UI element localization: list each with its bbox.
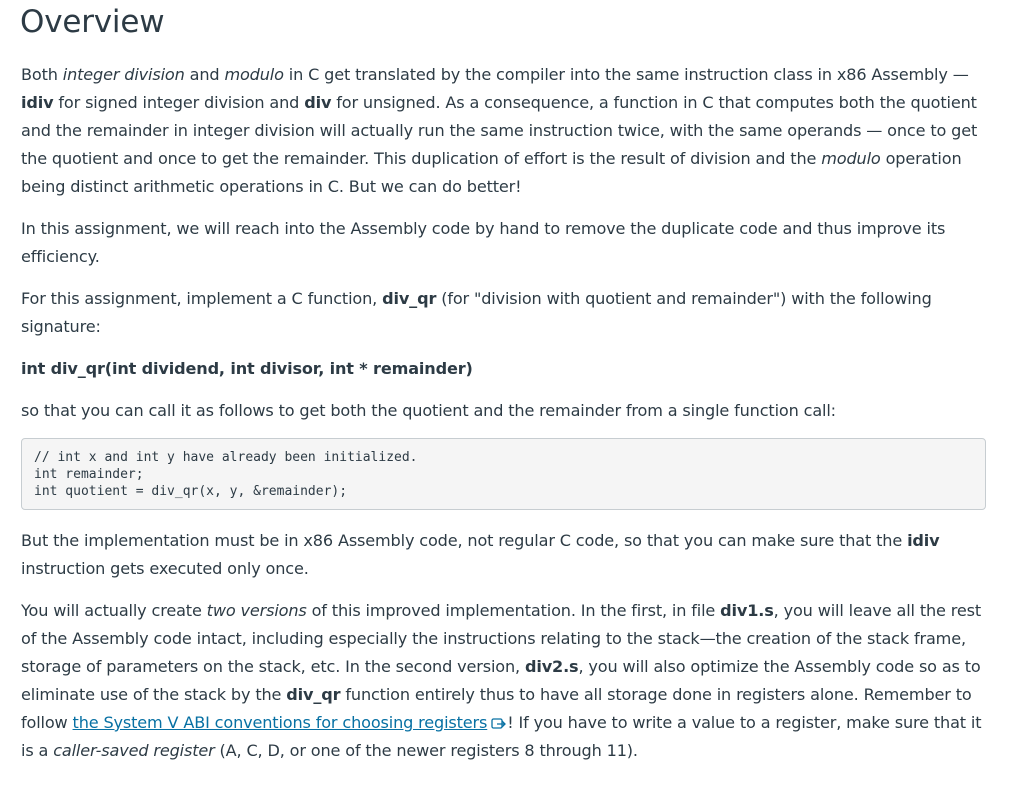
paragraph-intro — [21, 61, 996, 201]
text: and — [184, 65, 225, 84]
code-line: int remainder; — [34, 467, 144, 482]
text: operation being distinct arithmetic operations in C. But we can do better! — [21, 149, 962, 196]
text: (A, C, D, or one of the newer registers 8 through 11). — [214, 741, 638, 760]
external-link-icon[interactable] — [491, 716, 507, 730]
text: , you will leave all the rest of the Assembly code intact, including especially the instructions relating to the stack—the creation of the stack frame, storage of parameters on the stack, etc. In the second version, — [21, 601, 982, 676]
code-line: // int x and int y have already been initialized. — [34, 450, 418, 465]
bold-term: div_qr — [286, 685, 341, 704]
text: in C get translated by the compiler into the same instruction class in x86 Assembly — — [283, 65, 969, 84]
text: Both — [21, 65, 63, 84]
paragraph-assignment: In this assignment, we will reach into the Assembly code by hand to remove the duplicate code and thus improve its efficiency. — [21, 219, 946, 266]
paragraph-versions — [21, 597, 996, 765]
text: for signed integer division and — [53, 93, 305, 112]
text: You will actually create — [21, 601, 207, 620]
bold-term: div — [304, 93, 332, 112]
text: for unsigned. As a consequence, a function in C that computes both the quotient and the remainder in integer division will actually run the same instruction twice, with the same operands — once to get the quotient and once to get the remainder. This duplication of effort is the result of division and the — [21, 93, 978, 168]
code-block — [21, 438, 986, 510]
bold-term: idiv — [21, 93, 54, 112]
bold-term: div_qr — [382, 289, 437, 308]
bold-term: div1.s — [720, 601, 774, 620]
emphasis: modulo — [821, 149, 881, 168]
text: For this assignment, implement a C function, — [21, 289, 383, 308]
text: (for "division with quotient and remainder") with the following signature: — [21, 289, 932, 336]
emphasis: caller-saved register — [53, 741, 215, 760]
paragraph-implement — [21, 285, 996, 341]
emphasis: two versions — [206, 601, 307, 620]
text: function entirely thus to have all storage done in registers alone. Remember to follow — [21, 685, 972, 732]
bold-term: div2.s — [524, 657, 579, 676]
text: But the implementation must be in x86 Assembly code, not regular C code, so that you can make sure that the — [21, 531, 908, 550]
text: instruction gets executed only once. — [21, 559, 309, 578]
function-signature: int div_qr(int dividend, int divisor, int * remainder) — [21, 359, 473, 378]
emphasis: integer division — [62, 65, 185, 84]
paragraph-usage: so that you can call it as follows to get both the quotient and the remainder from a single function call: — [21, 401, 836, 420]
text: of this improved implementation. In the first, in file — [306, 601, 721, 620]
text: , you will also optimize the Assembly code so as to eliminate use of the stack by the — [21, 657, 981, 704]
page-title: Overview — [20, 4, 165, 40]
system-v-abi-link[interactable]: the System V ABI conventions for choosing registers — [72, 713, 488, 732]
text: ! If you have to write a value to a register, make sure that it is a — [21, 713, 982, 760]
emphasis: modulo — [224, 65, 284, 84]
paragraph-implementation — [21, 527, 996, 583]
bold-term: idiv — [907, 531, 940, 550]
code-line: int quotient = div_qr(x, y, &remainder); — [34, 484, 348, 499]
